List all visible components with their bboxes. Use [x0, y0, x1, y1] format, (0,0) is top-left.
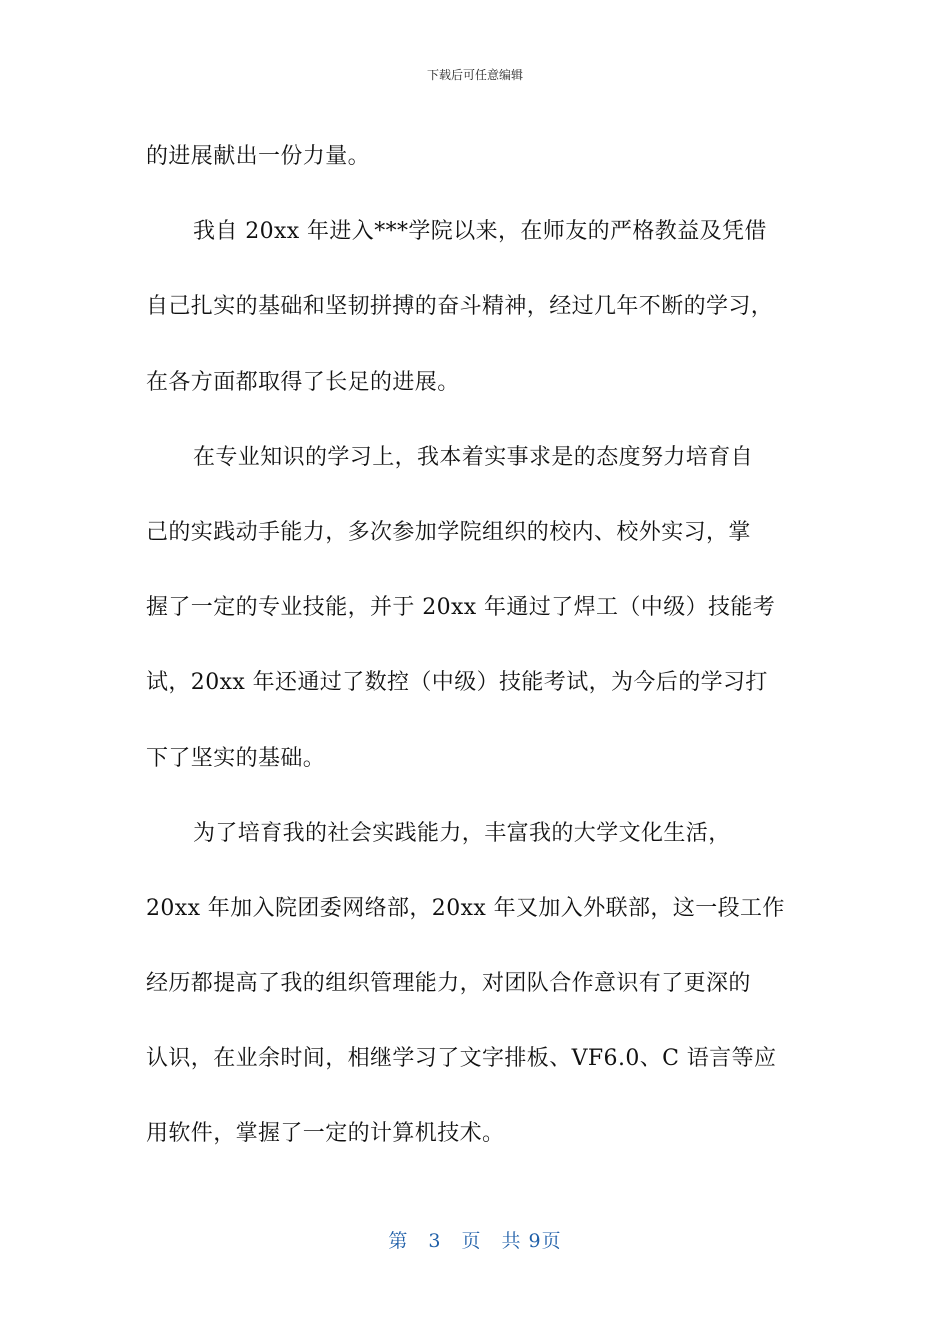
- page-number-footer: 第 3 页 共 9页: [388, 1230, 562, 1252]
- paragraph-first-line: 我自 20xx 年进入***学院以来，在师友的严格教益及凭借: [193, 219, 767, 245]
- paragraph-first-line: 在专业知识的学习上，我本着实事求是的态度努力培育自: [193, 444, 754, 470]
- body-line: 自己扎实的基础和坚韧拼搏的奋斗精神，经过几年不断的学习，: [146, 294, 774, 320]
- body-line: 用软件，掌握了一定的计算机技术。: [146, 1121, 505, 1147]
- body-line: 在各方面都取得了长足的进展。: [146, 369, 460, 395]
- page-header: 下载后可任意编辑: [426, 68, 523, 82]
- body-line: 的进展献出一份力量。: [146, 144, 371, 169]
- body-line: 己的实践动手能力，多次参加学院组织的校内、校外实习，掌: [146, 519, 751, 545]
- body-line: 经历都提高了我的组织管理能力，对团队合作意识有了更深的: [146, 971, 751, 997]
- body-line: 试，20xx 年还通过了数控（中级）技能考试，为今后的学习打: [146, 670, 768, 696]
- document-body: [146, 119, 810, 1172]
- body-line: 下了坚实的基础。: [146, 745, 326, 771]
- body-line: 认识，在业余时间，相继学习了文字排板、VF6.0、C 语言等应: [146, 1046, 777, 1072]
- paragraph-first-line: 为了培育我的社会实践能力，丰富我的大学文化生活，: [193, 820, 731, 846]
- body-line: 20xx 年加入院团委网络部，20xx 年又加入外联部，这一段工作: [146, 895, 785, 921]
- body-line: 握了一定的专业技能，并于 20xx 年通过了焊工（中级）技能考: [146, 595, 776, 621]
